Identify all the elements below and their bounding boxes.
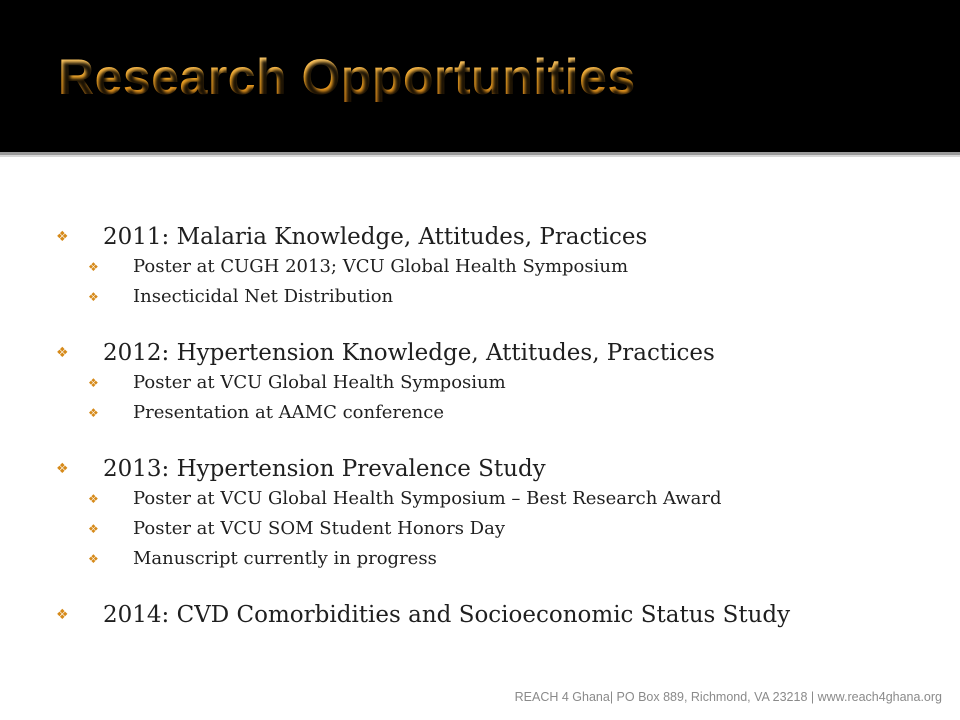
sub-bullet	[0, 484, 960, 514]
sub-bullet-text: Insecticidal Net Distribution	[133, 286, 394, 307]
sub-bullet	[0, 282, 960, 312]
diamond-bullet-icon: ❖	[88, 376, 99, 390]
diamond-bullet-icon: ❖	[88, 406, 99, 420]
diamond-bullet-icon: ❖	[56, 345, 69, 361]
section-heading-text: 2012: Hypertension Knowledge, Attitudes, Practices	[103, 340, 715, 366]
sub-bullet	[0, 398, 960, 428]
section-heading	[0, 222, 960, 252]
slide-title: Research Opportunities	[58, 49, 636, 105]
sub-bullet	[0, 368, 960, 398]
diamond-bullet-icon: ❖	[88, 492, 99, 506]
diamond-bullet-icon: ❖	[56, 229, 69, 245]
sub-bullet-text: Poster at CUGH 2013; VCU Global Health Symposium	[133, 256, 629, 277]
title-bar	[0, 0, 960, 152]
sub-bullet-text: Poster at VCU Global Health Symposium	[133, 372, 506, 393]
sub-bullet-text: Poster at VCU SOM Student Honors Day	[133, 518, 505, 539]
sub-bullet-text: Presentation at AAMC conference	[133, 402, 444, 423]
footer: REACH 4 Ghana| PO Box 889, Richmond, VA 23218 | www.reach4ghana.org	[514, 690, 942, 704]
diamond-bullet-icon: ❖	[88, 552, 99, 566]
section-heading-text: 2013: Hypertension Prevalence Study	[103, 456, 546, 482]
section-heading	[0, 600, 960, 630]
sub-bullet	[0, 252, 960, 282]
title-divider-light	[0, 155, 960, 157]
sub-bullet	[0, 544, 960, 574]
sub-bullet-text: Manuscript currently in progress	[133, 548, 437, 569]
diamond-bullet-icon: ❖	[88, 260, 99, 274]
section-heading-text: 2011: Malaria Knowledge, Attitudes, Practices	[103, 224, 648, 250]
diamond-bullet-icon: ❖	[88, 522, 99, 536]
sub-bullet-text: Poster at VCU Global Health Symposium – Best Research Award	[133, 488, 722, 509]
bullet-list	[0, 222, 960, 630]
section-heading	[0, 338, 960, 368]
section-heading	[0, 454, 960, 484]
section-heading-text: 2014: CVD Comorbidities and Socioeconomic Status Study	[103, 602, 791, 628]
diamond-bullet-icon: ❖	[56, 461, 69, 477]
sub-bullet	[0, 514, 960, 544]
diamond-bullet-icon: ❖	[56, 607, 69, 623]
diamond-bullet-icon: ❖	[88, 290, 99, 304]
